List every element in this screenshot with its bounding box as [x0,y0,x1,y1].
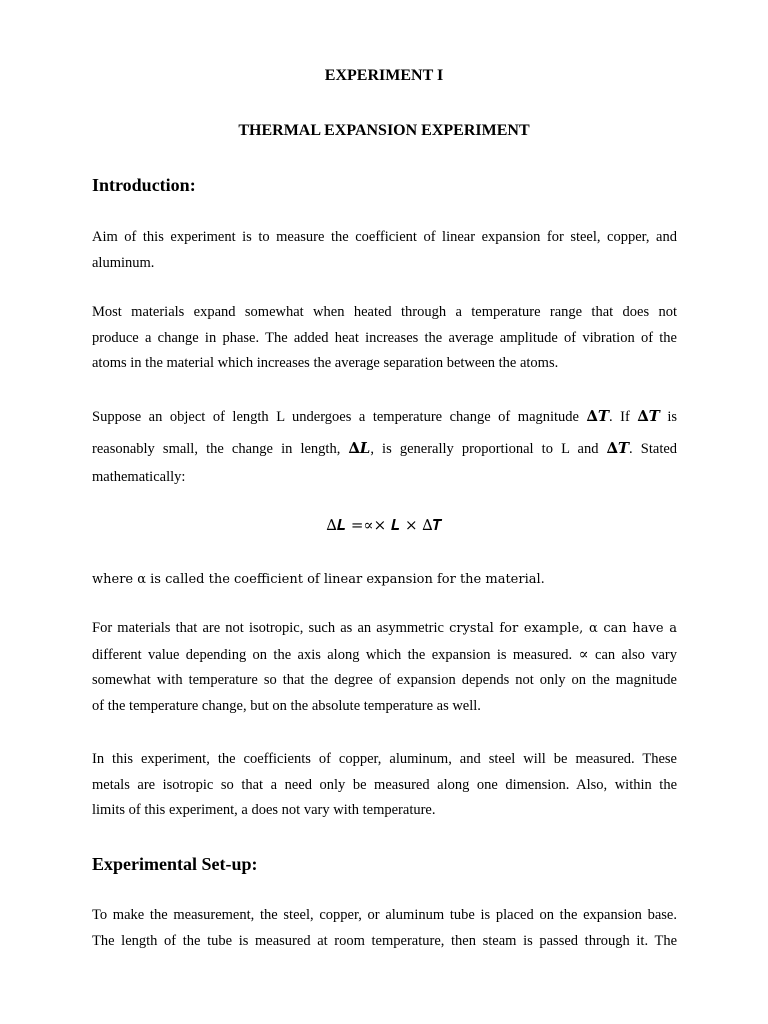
delta-t-symbol: ∆𝑻 [606,439,630,457]
expansion-equation: ∆𝑳 =∝× 𝑳 × ∆𝑻 [326,516,442,534]
intro-paragraph-suppose: Suppose an object of length L undergoes a temperature change of magnitude ∆𝑻. If ∆𝑻 is reasonably small, the change in length, ∆𝑳, is generally proportional to L and ∆𝑻. Stated mathematically: [92,407,678,485]
intro-paragraph-isotropic: For materials that are not isotropic, such as an asymmetric crystal for example, α can have a different value depending on the axis along which the expansion is measured. ∝ can also vary somewhat with temperature so that the degree of expansion depends not only on the magnitude of the temperature change, but on the absolute temperature as well. [92,620,677,714]
intro-paragraph-this-experiment: In this experiment, the coefficients of copper, aluminum, and steel will be measured. These metals are isotropic so that a need only be measured along one dimension. Also, within the limits of this experiment, a does not vary with temperature. [92,751,677,818]
setup-paragraph: To make the measurement, the steel, copper, or aluminum tube is placed on the expansion base. The length of the tube is measured at room temperature, then steam is passed through it. The [92,907,677,949]
intro-paragraph-expansion: Most materials expand somewhat when heated through a temperature range that does not produce a change in phase. The added heat increases the average amplitude of vibration of the atoms in the material which increases the average separation between the atoms. [92,304,677,371]
delta-t-symbol: ∆𝑻 [637,407,660,425]
intro-paragraph-aim: Aim of this experiment is to measure the coefficient of linear expansion for steel, copper, and aluminum. [92,229,677,271]
alpha-symbol: ∝ [578,644,589,663]
introduction-heading: Introduction: [92,175,196,195]
document-subtitle: THERMAL EXPANSION EXPERIMENT [238,122,530,139]
delta-t-symbol: ∆𝑻 [586,407,609,425]
intro-paragraph-alpha-definition: where α is called the coefficient of linear expansion for the material. [92,572,545,587]
setup-heading: Experimental Set-up: [92,854,258,874]
delta-l-symbol: ∆𝑳 [348,439,371,457]
document-title: EXPERIMENT I [324,67,444,84]
